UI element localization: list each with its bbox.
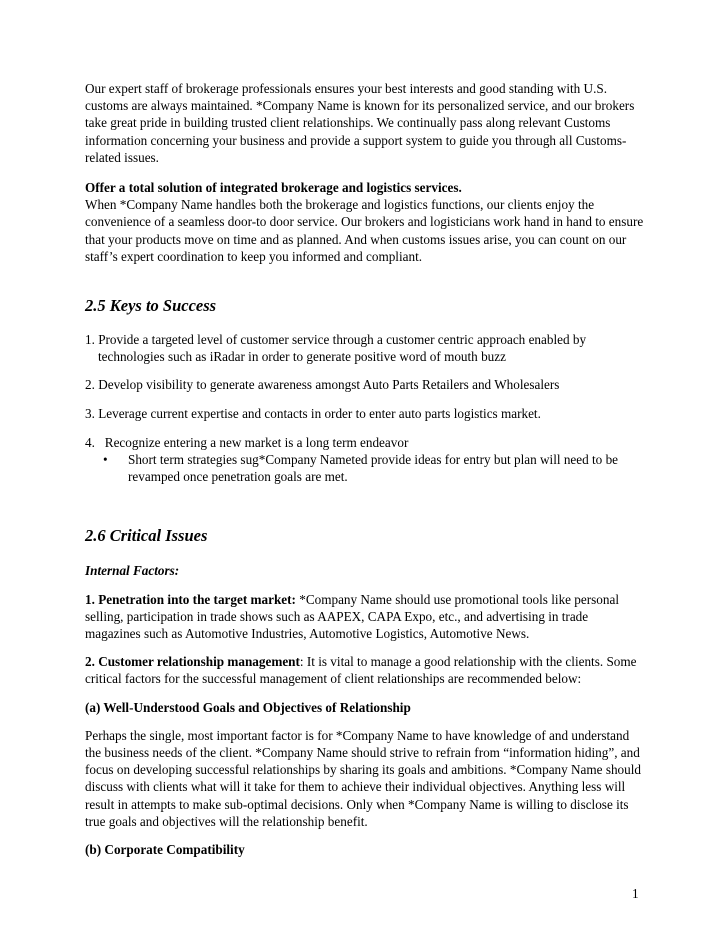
keys-item-3: 3. Leverage current expertise and contacts in order to enter auto parts logistics market.: [85, 405, 541, 421]
issue-2-paragraph: [85, 653, 645, 687]
keys-item-4: 4. Recognize entering a new market is a long term endeavor: [85, 434, 409, 450]
keys-item-1: 1. Provide a targeted level of customer service through a customer centric approach enabled by technologies such as iRadar in order to generate positive word of mouth buzz: [85, 332, 587, 365]
issue-2-label: 2. Customer relationship management: [85, 654, 300, 670]
issue-1-label: 1. Penetration into the target market:: [85, 591, 296, 607]
section-2-6-title: 2.6 Critical Issues: [85, 526, 208, 546]
sub-a-paragraph: Perhaps the single, most important factor is for *Company Name to have knowledge of and understand the business needs of the client. *Company Name should strive to refrain from “information hiding”, and focus on developing successful relationships by sharing its goals and ambitions. *Company Name should discuss with clients what will it take for them to achieve their individual objectives. Anything less will result in attempts to make sub-optimal decisions. Only when *Company Name is willing to disclose its true goals and objectives will the relationship benefit.: [85, 727, 641, 829]
offer-paragraph: When *Company Name handles both the brokerage and logistics functions, our clients enjoy the convenience of a seamless door-to door service. Our brokers and logisticians work hand in hand to ensure that your products move on time and as planned. And when customs issues arise, you can count on our staff’s expert coordination to keep you informed and compliant.: [85, 197, 644, 264]
issue-2-text: : It is vital to manage a good relationship with the clients. Some critical factors for the successful management of client relationships are recommended below:: [85, 654, 637, 687]
section-2-5-title: 2.5 Keys to Success: [85, 296, 217, 316]
page-number: 1: [632, 886, 639, 901]
issue-1-text: *Company Name should use promotional tools like personal selling, participation in trade shows such as AAPEX, CAPA Expo, etc., and advertising in trade magazines such as Automotive Industries, Automotive Logistics, Automotive News.: [85, 591, 619, 642]
keys-item-4-bullet: [85, 451, 645, 485]
keys-item-4-bullet-text: Short term strategies sug*Company Nameted provide ideas for entry but plan will need to be revamped once penetration goals are met.: [128, 452, 619, 485]
internal-factors-heading: Internal Factors:: [85, 563, 180, 579]
sub-b-heading: (b) Corporate Compatibility: [85, 842, 245, 858]
offer-heading: Offer a total solution of integrated brokerage and logistics services.: [85, 180, 462, 196]
issue-1-paragraph: [85, 591, 645, 643]
intro-paragraph: Our expert staff of brokerage professionals ensures your best interests and good standing with U.S. customs are always maintained. *Company Name is known for its personalized service, and our brokers take great pride in building trusted client relationships. We continually pass along relevant Customs information concerning your business and provide a support system to guide you through all Customs-related issues.: [85, 81, 635, 165]
page-content: [85, 80, 645, 858]
keys-item-2: 2. Develop visibility to generate awareness amongst Auto Parts Retailers and Wholesalers: [85, 377, 560, 393]
bullet-icon: •: [103, 452, 108, 468]
sub-a-heading: (a) Well-Understood Goals and Objectives of Relationship: [85, 699, 411, 715]
